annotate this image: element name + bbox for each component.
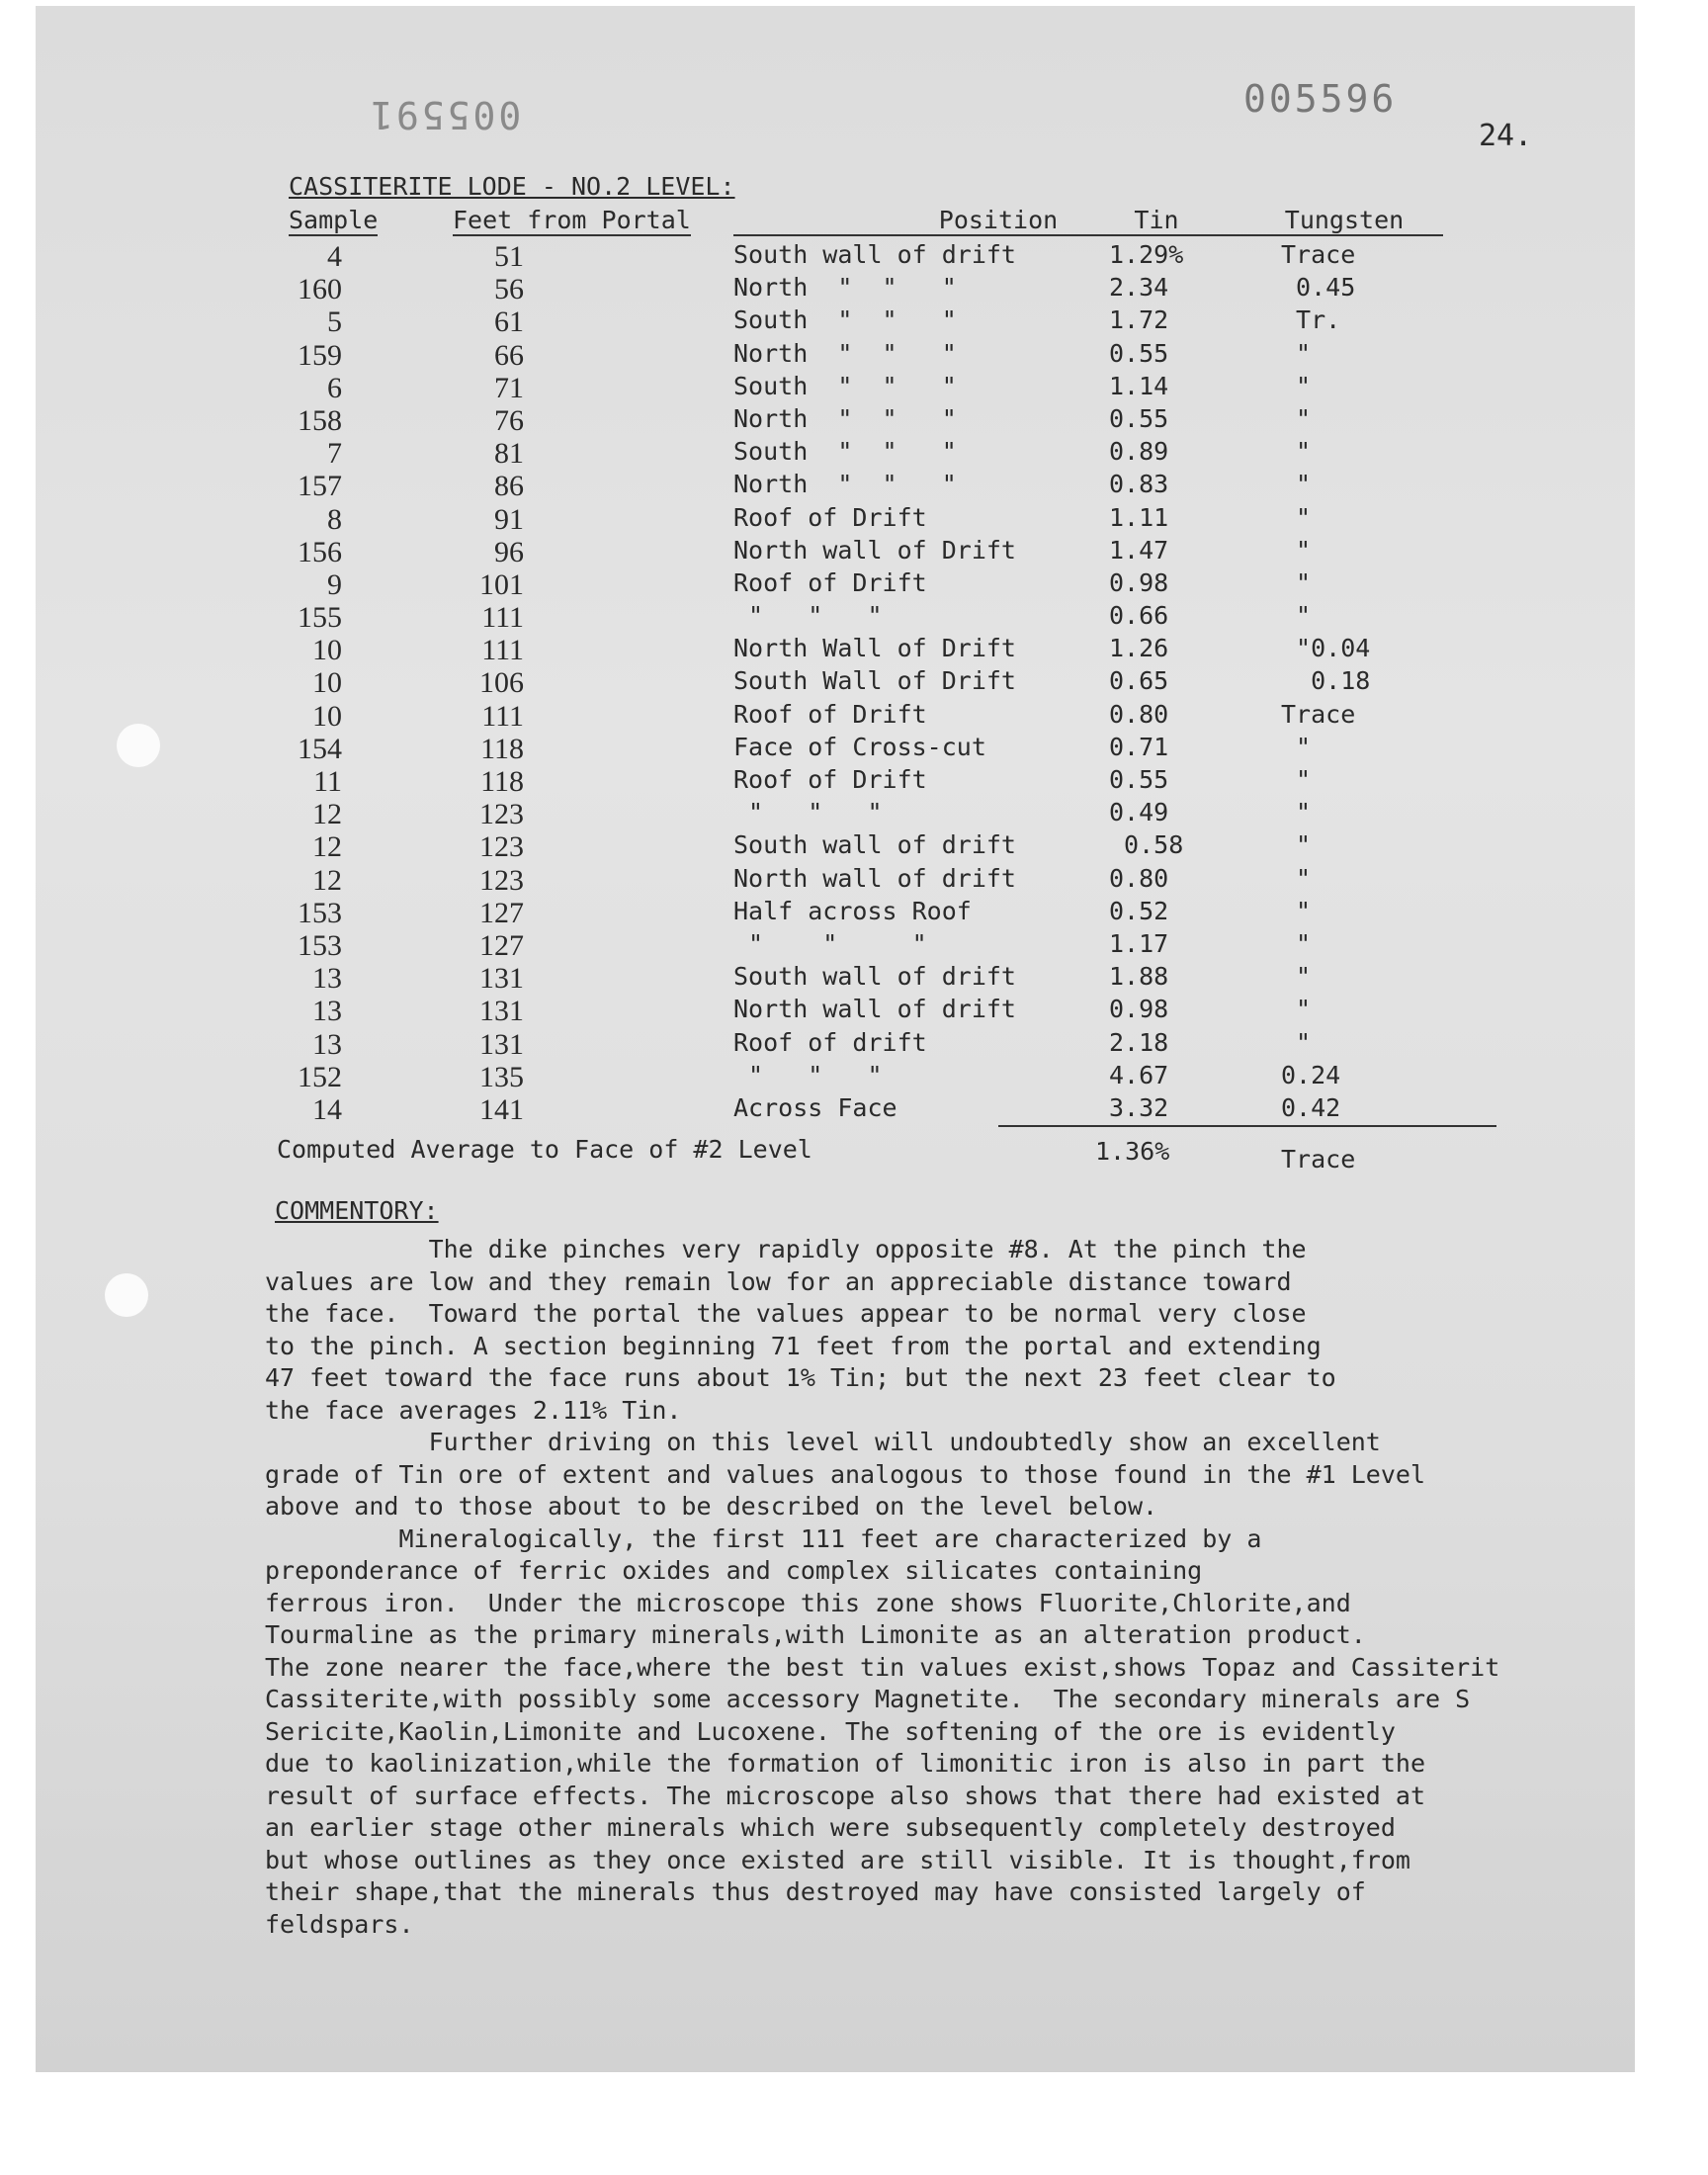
table-row [0,897,1708,929]
cell-tungsten: " [1281,995,1312,1024]
cell-tin: 1.11 [1109,502,1169,532]
cell-tin: 1.17 [1109,928,1169,958]
mirrored-stamp-number: 005591 [368,93,522,136]
cell-feet: 131 [479,995,524,1028]
cell-position: Roof of Drift [733,765,927,794]
table-row [0,568,1708,601]
cell-tungsten: " [1281,502,1312,532]
cell-tin: 1.26 [1109,634,1169,663]
cell-tin: 0.80 [1109,699,1169,729]
cell-sample: 155 [298,601,342,635]
cell-sample: 14 [312,1092,342,1126]
cell-tungsten: 0.42 [1281,1092,1341,1122]
cell-tungsten: " [1281,765,1312,794]
cell-tungsten: " [1281,601,1312,631]
cell-feet: 135 [479,1060,524,1093]
cell-feet: 131 [479,962,524,996]
table-row [0,601,1708,634]
cell-tin: 0.98 [1109,995,1169,1024]
cell-tungsten: " [1281,437,1312,467]
cell-tin: 0.89 [1109,437,1169,467]
table-row [0,536,1708,568]
cell-position: North wall of drift [733,863,1016,893]
cell-position: Roof of Drift [733,502,927,532]
cell-sample: 4 [327,240,342,273]
cell-sample: 12 [312,863,342,897]
cell-position: South Wall of Drift [733,666,1016,696]
cell-sample: 11 [313,765,342,798]
commentary-line: 47 feet toward the face runs about 1% Tin; but the next 23 feet clear to [265,1363,1336,1392]
table-row [0,339,1708,372]
cell-tungsten: " [1281,798,1312,827]
table-row [0,700,1708,733]
punch-hole [105,1273,148,1317]
cell-sample: 152 [298,1060,342,1093]
cell-tungsten: " [1281,470,1312,499]
cell-tungsten: " [1281,338,1312,368]
cell-tin: 0.65 [1109,666,1169,696]
cell-tungsten: " [1281,567,1312,597]
table-title: CASSITERITE LODE - NO.2 LEVEL: [289,172,735,201]
table-row [0,1093,1708,1126]
cell-position: South wall of drift [733,240,1016,269]
table-row [0,634,1708,666]
table-row [0,1061,1708,1093]
cell-feet: 111 [481,634,524,667]
cell-position: Roof of Drift [733,699,927,729]
commentary-line: Tourmaline as the primary minerals,with Limonite as an alteration product. [265,1620,1366,1649]
commentary-line: result of surface effects. The microscope also shows that there had existed at [265,1781,1425,1810]
cell-feet: 66 [494,338,524,372]
cell-tin: 1.14 [1109,371,1169,400]
cell-feet: 86 [494,470,524,503]
cell-feet: 106 [479,666,524,700]
cell-position: " " " [733,1060,883,1089]
cell-sample: 160 [298,273,342,306]
cell-tin: 0.71 [1109,732,1169,761]
cell-tin: 0.98 [1109,567,1169,597]
table-row [0,830,1708,863]
table-row [0,470,1708,502]
cell-sample: 10 [312,634,342,667]
cell-tungsten: " [1281,403,1312,433]
cell-position: Half across Roof [733,896,972,925]
cell-position: Across Face [733,1092,897,1122]
cell-sample: 8 [327,502,342,536]
sample-table [0,240,1708,1126]
cell-tin: 0.55 [1109,403,1169,433]
average-tin: 1.36% [1095,1137,1170,1166]
cell-sample: 12 [312,830,342,864]
table-row [0,962,1708,995]
commentary-line: the face averages 2.11% Tin. [265,1395,682,1425]
commentary-line: the face. Toward the portal the values appear to be normal very close [265,1299,1307,1328]
cell-feet: 51 [494,240,524,273]
table-row [0,437,1708,470]
cell-feet: 76 [494,403,524,437]
cell-feet: 123 [479,798,524,831]
table-row [0,864,1708,897]
header-tin: Tin [1105,206,1208,236]
cell-tungsten: 0.18 [1281,666,1371,696]
commentary-line: ferrous iron. Under the microscope this zone shows Fluorite,Chlorite,and [265,1588,1351,1617]
cell-feet: 101 [479,567,524,601]
header-tungsten: Tungsten [1245,206,1443,236]
cell-sample: 154 [298,732,342,765]
cell-feet: 127 [479,928,524,962]
cell-tin: 0.66 [1109,601,1169,631]
cell-tungsten: 0.45 [1281,273,1356,303]
cell-tin: 4.67 [1109,1060,1169,1089]
cell-feet: 91 [494,502,524,536]
table-row [0,798,1708,830]
cell-position: " " " [733,928,927,958]
commentary-line: feldspars. [265,1909,414,1939]
cell-feet: 111 [481,699,524,733]
cell-position: South wall of drift [733,962,1016,992]
commentary-line: their shape,that the minerals thus destroyed may have consisted largely of [265,1877,1366,1906]
cell-tungsten: Trace [1281,699,1356,729]
cell-sample: 156 [298,535,342,568]
cell-position: South wall of drift [733,830,1016,860]
cell-sample: 153 [298,896,342,929]
cell-feet: 141 [479,1092,524,1126]
cell-tin: 0.55 [1109,338,1169,368]
cell-feet: 81 [494,437,524,471]
cell-tin: 0.49 [1109,798,1169,827]
cell-position: Roof of drift [733,1027,927,1057]
header-feet-from-portal: Feet from Portal [453,206,691,234]
stamp-number: 005596 [1243,77,1398,121]
cell-tungsten: " [1281,928,1312,958]
commentary-line: grade of Tin ore of extent and values analogous to those found in the #1 Level [265,1459,1425,1489]
cell-tungsten: " [1281,1027,1312,1057]
cell-tin: 2.18 [1109,1027,1169,1057]
cell-tin: 2.34 [1109,273,1169,303]
cell-tungsten: "0.04 [1281,634,1371,663]
cell-tin: 0.52 [1109,896,1169,925]
commentary-line: an earlier stage other minerals which were subsequently completely destroyed [265,1813,1396,1842]
table-row [0,929,1708,962]
cell-feet: 71 [494,371,524,404]
commentary-line: The dike pinches very rapidly opposite #8. At the pinch the [265,1235,1307,1263]
cell-sample: 157 [298,470,342,503]
cell-sample: 10 [312,666,342,700]
cell-sample: 13 [312,962,342,996]
cell-feet: 123 [479,830,524,864]
table-row [0,995,1708,1027]
cell-feet: 56 [494,273,524,306]
cell-tungsten: Tr. [1281,305,1341,335]
cell-position: " " " [733,601,883,631]
cell-tin: 0.80 [1109,863,1169,893]
cell-sample: 6 [327,371,342,404]
cell-feet: 127 [479,896,524,929]
cell-position: North " " " [733,470,957,499]
cell-position: South " " " [733,371,957,400]
commentary-line: due to kaolinization,while the formation of limonitic iron is also in part the [265,1749,1425,1778]
cell-position: Roof of Drift [733,567,927,597]
cell-position: South " " " [733,437,957,467]
cell-tungsten: " [1281,371,1312,400]
table-row [0,666,1708,699]
cell-sample: 158 [298,403,342,437]
cell-tin: 1.88 [1109,962,1169,992]
cell-tungsten: Trace [1281,240,1356,269]
cell-position: North " " " [733,338,957,368]
header-sample: Sample [289,206,379,234]
table-row [0,273,1708,305]
table-row [0,372,1708,404]
commentary-line: Mineralogically, the first 111 feet are characterized by a [265,1523,1262,1553]
header-position: Position [733,206,1263,236]
cell-sample: 153 [298,928,342,962]
cell-feet: 123 [479,863,524,897]
cell-position: Face of Cross-cut [733,732,986,761]
cell-position: North " " " [733,273,957,303]
commentary-line: Sericite,Kaolin,Limonite and Lucoxene. The softening of the ore is evidently [265,1716,1396,1746]
cell-tungsten: " [1281,732,1312,761]
cell-position: North wall of Drift [733,535,1016,565]
cell-tin: 1.47 [1109,535,1169,565]
commentary-line: preponderance of ferric oxides and complex silicates containing [265,1556,1203,1585]
cell-sample: 9 [327,567,342,601]
cell-sample: 10 [312,699,342,733]
average-label: Computed Average to Face of #2 Level [277,1135,812,1164]
cell-feet: 111 [481,601,524,635]
cell-feet: 96 [494,535,524,568]
commentary-line: Cassiterite,with possibly some accessory Magnetite. The secondary minerals are S [265,1685,1471,1713]
cell-tin: 0.55 [1109,765,1169,794]
commentary-body [265,1234,1609,1941]
table-row [0,733,1708,765]
cell-tin: 1.29% [1109,240,1184,269]
cell-sample: 13 [312,1027,342,1061]
cell-tungsten: " [1281,830,1312,860]
cell-position: North wall of drift [733,995,1016,1024]
cell-tin: 1.72 [1109,305,1169,335]
table-row [0,305,1708,338]
commentary-line: to the pinch. A section beginning 71 feet from the portal and extending [265,1331,1322,1360]
cell-position: North " " " [733,403,957,433]
cell-tungsten: " [1281,535,1312,565]
table-row [0,1028,1708,1061]
cell-tin: 0.58 [1109,830,1184,860]
table-row [0,765,1708,798]
cell-sample: 13 [312,995,342,1028]
cell-tin: 0.83 [1109,470,1169,499]
cell-feet: 131 [479,1027,524,1061]
cell-position: North Wall of Drift [733,634,1016,663]
table-row [0,404,1708,437]
cell-position: South " " " [733,305,957,335]
cell-sample: 159 [298,338,342,372]
cell-tungsten: " [1281,896,1312,925]
commentary-line: The zone nearer the face,where the best tin values exist,shows Topaz and Cassiterit [265,1652,1500,1682]
cell-tungsten: " [1281,962,1312,992]
cell-tin: 3.32 [1109,1092,1169,1122]
commentary-line: Further driving on this level will undoubtedly show an excellent [265,1428,1381,1456]
commentary-heading: COMMENTORY: [275,1196,439,1225]
cell-position: " " " [733,798,883,827]
page-number: 24. [1479,119,1533,153]
cell-sample: 5 [327,305,342,339]
sum-rule [998,1125,1496,1127]
commentary-line: values are low and they remain low for an appreciable distance toward [265,1266,1292,1296]
cell-sample: 7 [327,437,342,471]
cell-feet: 118 [480,765,524,798]
cell-feet: 118 [480,732,524,765]
commentary-line: above and to those about to be described on the level below. [265,1492,1158,1521]
table-row [0,240,1708,273]
cell-feet: 61 [494,305,524,339]
average-tungsten: Trace [1281,1145,1356,1174]
commentary-line: but whose outlines as they once existed are still visible. It is thought,from [265,1845,1410,1874]
table-row [0,503,1708,536]
cell-tungsten: " [1281,863,1312,893]
cell-sample: 12 [312,798,342,831]
cell-tungsten: 0.24 [1281,1060,1341,1089]
